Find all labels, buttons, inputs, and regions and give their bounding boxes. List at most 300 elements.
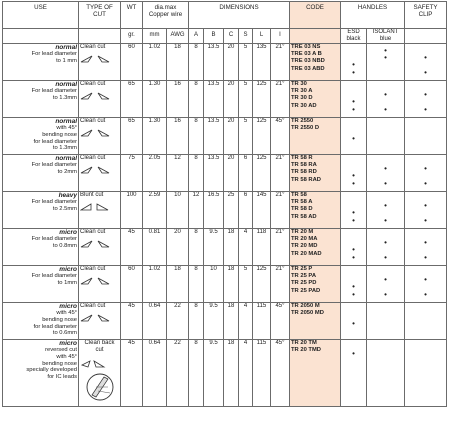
subheader-i: I (271, 29, 290, 44)
isolant-handle-dot: • (384, 104, 387, 114)
esd-handle-empty (342, 195, 365, 202)
awg-cell: 12 (167, 154, 189, 191)
cut-label: Clean cut (80, 80, 106, 87)
awg-cell: 18 (167, 43, 189, 80)
a-cell: 8 (189, 80, 204, 117)
type-of-cut-cell (79, 265, 121, 302)
use-description-line: to 1.3mm (52, 145, 77, 152)
cut-label: Clean back cut (84, 339, 115, 353)
isolant-handle-dot: • (384, 275, 387, 285)
header-wt: WT (121, 2, 143, 29)
header-code: CODE (290, 2, 341, 29)
esd-handle-dot: • (352, 349, 355, 359)
use-title: normal (55, 80, 77, 88)
table-row (3, 302, 447, 339)
safety-clip-cell (405, 339, 447, 406)
subheader-awg: AWG (167, 29, 189, 44)
awg-cell: 22 (167, 302, 189, 339)
code-cell (290, 228, 341, 265)
s-cell: 5 (239, 80, 253, 117)
wt-cell: 100 (121, 191, 143, 228)
b-cell: 9.5 (204, 339, 224, 406)
mm-cell: 1.30 (143, 80, 167, 117)
clean-cut-icon (80, 54, 110, 63)
table-row (3, 265, 447, 302)
safety-clip-empty (406, 320, 445, 327)
safety-clip-empty (406, 350, 445, 357)
isolant-handle-cell (367, 228, 405, 265)
subheader-mm: mm (143, 29, 167, 44)
safety-clip-dot: • (424, 90, 427, 100)
mm-cell: 1.02 (143, 265, 167, 302)
subheader-isolant: ISOLANT blue (367, 29, 405, 44)
esd-handle-cell (341, 339, 367, 406)
b-cell: 13.5 (204, 117, 224, 154)
use-description-line: to 1.3mm (52, 94, 77, 101)
b-cell: 13.5 (204, 80, 224, 117)
mm-cell: 0.81 (143, 228, 167, 265)
i-cell: 21° (271, 154, 290, 191)
table-row (3, 43, 447, 80)
isolant-handle-empty (368, 69, 403, 76)
a-cell: 8 (189, 117, 204, 154)
wt-cell: 45 (121, 339, 143, 406)
wt-cell: 65 (121, 80, 143, 117)
use-title: heavy (58, 191, 77, 199)
subheader-a: A (189, 29, 204, 44)
esd-handle-cell (341, 228, 367, 265)
table-row (3, 117, 447, 154)
wt-cell: 45 (121, 228, 143, 265)
safety-clip-cell (405, 117, 447, 154)
table-body (3, 43, 447, 406)
safety-clip-cell (405, 154, 447, 191)
type-of-cut-cell (79, 339, 121, 406)
mm-cell: 0.64 (143, 339, 167, 406)
safety-clip-cell (405, 228, 447, 265)
use-cell (3, 154, 79, 191)
use-title: micro (59, 339, 77, 347)
safety-clip-cell (405, 80, 447, 117)
product-code: TR 58 D (291, 206, 313, 213)
esd-handle-dot: • (352, 215, 355, 225)
isolant-handle-cell (367, 80, 405, 117)
header-handles: HANDLES (341, 2, 405, 29)
product-code: TR 58 RA (291, 162, 317, 169)
s-cell: 6 (239, 154, 253, 191)
esd-handle-dot: • (352, 245, 355, 255)
use-description-line: to 2mm (57, 168, 77, 175)
safety-clip-dot: • (424, 67, 427, 77)
product-code: TR 20 TM (291, 339, 317, 346)
product-code: TR 20 TMD (291, 347, 321, 354)
isolant-handle-empty (368, 121, 403, 128)
type-of-cut-cell (79, 228, 121, 265)
c-cell: 20 (224, 154, 239, 191)
mm-cell: 0.64 (143, 302, 167, 339)
use-cell (3, 265, 79, 302)
wt-cell: 75 (121, 154, 143, 191)
safety-clip-dot: • (424, 104, 427, 114)
product-code: TR 58 (291, 191, 307, 198)
clean-cut-icon (80, 239, 110, 248)
safety-clip-dot: • (424, 178, 427, 188)
product-code: TR 20 MA (291, 236, 318, 243)
i-cell: 21° (271, 191, 290, 228)
product-code: TRE 03 NS (291, 43, 321, 50)
awg-cell: 22 (167, 339, 189, 406)
esd-handle-empty (342, 269, 365, 276)
safety-clip-empty (406, 306, 445, 313)
isolant-handle-dot: • (384, 238, 387, 248)
esd-handle-dot: • (352, 178, 355, 188)
isolant-handle-cell (367, 154, 405, 191)
b-cell: 9.5 (204, 228, 224, 265)
safety-clip-empty (406, 121, 445, 128)
use-description-line: specially developed (26, 367, 77, 374)
isolant-handle-empty (368, 135, 403, 142)
safety-clip-dot: • (424, 252, 427, 262)
product-code: TR 58 RAD (291, 176, 321, 183)
esd-handle-dot: • (352, 319, 355, 329)
clean-cut-icon (80, 313, 110, 322)
header-row (3, 2, 447, 29)
safety-clip-empty (406, 135, 445, 142)
c-cell: 18 (224, 228, 239, 265)
c-cell: 18 (224, 339, 239, 406)
esd-handle-dot: • (352, 289, 355, 299)
isolant-handle-cell (367, 302, 405, 339)
esd-handle-dot: • (352, 171, 355, 181)
esd-handle-empty (342, 84, 365, 91)
awg-cell: 16 (167, 117, 189, 154)
cut-label: Clean cut (80, 302, 106, 309)
isolant-handle-cell (367, 191, 405, 228)
table-row (3, 80, 447, 117)
subheader-l: L (253, 29, 271, 44)
cut-label: Clean cut (80, 265, 106, 272)
use-description-line: For lead diameter (31, 199, 77, 206)
clean-cut-icon (80, 276, 110, 285)
type-of-cut-cell (79, 191, 121, 228)
use-cell (3, 43, 79, 80)
cut-label: Clean cut (80, 43, 106, 50)
cut-label: Blunt cut (80, 191, 104, 198)
product-code: TR 2550 D (291, 125, 320, 132)
i-cell: 21° (271, 228, 290, 265)
header-dimensions: DIMENSIONS (189, 2, 290, 29)
type-of-cut-cell (79, 43, 121, 80)
esd-handle-dot: • (352, 104, 355, 114)
safety-clip-empty (406, 343, 445, 350)
use-description-line: bending nose (42, 131, 77, 138)
header-diamax: dia.max Copper wire (143, 2, 189, 29)
product-code: TR 30 A (291, 88, 313, 95)
isolant-handle-empty (368, 343, 403, 350)
use-description-line: to 2.5mm (52, 205, 77, 212)
esd-handle-empty (342, 47, 365, 54)
wt-cell: 45 (121, 302, 143, 339)
use-description-line: to 1 mm (56, 57, 77, 64)
a-cell: 8 (189, 154, 204, 191)
use-description-line: For lead diameter (31, 51, 77, 58)
table-row (3, 228, 447, 265)
isolant-handle-cell (367, 43, 405, 80)
s-cell: 4 (239, 302, 253, 339)
safety-clip-dot: • (424, 289, 427, 299)
isolant-handle-empty (368, 61, 403, 68)
product-code: TR 58 A (291, 199, 313, 206)
use-description-line: with 45° (56, 310, 77, 317)
b-cell: 10 (204, 265, 224, 302)
table-row (3, 339, 447, 406)
code-cell (290, 339, 341, 406)
mm-cell: 1.02 (143, 43, 167, 80)
product-code: TR 30 AD (291, 102, 317, 109)
esd-handle-empty (342, 158, 365, 165)
esd-handle-cell (341, 302, 367, 339)
table-row (3, 191, 447, 228)
c-cell: 18 (224, 302, 239, 339)
product-code: TRE 03 NBD (291, 58, 325, 65)
use-description-line: For lead diameter (31, 236, 77, 243)
mm-cell: 2.05 (143, 154, 167, 191)
use-title: micro (59, 265, 77, 273)
a-cell: 12 (189, 191, 204, 228)
safety-clip-dot: • (424, 201, 427, 211)
isolant-handle-empty (368, 320, 403, 327)
l-cell: 135 (253, 43, 271, 80)
subheader-row (3, 29, 447, 44)
product-code: TR 20 M (291, 228, 314, 235)
code-cell (290, 265, 341, 302)
esd-handle-dot: • (352, 60, 355, 70)
safety-clip-dot: • (424, 275, 427, 285)
mm-cell: 2.59 (143, 191, 167, 228)
mm-cell: 1.30 (143, 117, 167, 154)
use-title: micro (59, 228, 77, 236)
i-cell: 21° (271, 80, 290, 117)
esd-handle-dot: • (352, 282, 355, 292)
esd-handle-cell (341, 80, 367, 117)
cut-label: Clean cut (80, 228, 106, 235)
esd-handle-empty (342, 232, 365, 239)
table-row (3, 154, 447, 191)
awg-cell: 18 (167, 265, 189, 302)
product-code: TR 30 D (291, 95, 313, 102)
subheader-code-empty (290, 29, 341, 44)
specification-table (2, 1, 447, 407)
isolant-handle-empty (368, 313, 403, 320)
use-description-line: to 0.8mm (52, 242, 77, 249)
c-cell: 25 (224, 191, 239, 228)
awg-cell: 10 (167, 191, 189, 228)
b-cell: 16.5 (204, 191, 224, 228)
product-code: TR 20 MD (291, 243, 318, 250)
use-description-line: For lead diameter (31, 273, 77, 280)
clean-cut-icon (80, 165, 110, 174)
i-cell: 21° (271, 265, 290, 302)
safety-clip-dot: • (424, 53, 427, 63)
b-cell: 13.5 (204, 43, 224, 80)
header-use: USE (3, 2, 79, 29)
s-cell: 5 (239, 265, 253, 302)
use-cell (3, 117, 79, 154)
c-cell: 20 (224, 43, 239, 80)
safety-clip-cell (405, 302, 447, 339)
b-cell: 9.5 (204, 302, 224, 339)
isolant-handle-cell (367, 117, 405, 154)
code-cell (290, 117, 341, 154)
subheader-b: B (204, 29, 224, 44)
product-code: TR 30 (291, 80, 307, 87)
i-cell: 45° (271, 117, 290, 154)
l-cell: 145 (253, 191, 271, 228)
isolant-handle-empty (368, 128, 403, 135)
use-cell (3, 191, 79, 228)
wt-cell: 60 (121, 43, 143, 80)
c-cell: 20 (224, 117, 239, 154)
safety-clip-cell (405, 43, 447, 80)
use-description-line: bending nose (42, 360, 77, 367)
use-description-line: for IC leads (47, 373, 77, 380)
esd-handle-cell (341, 154, 367, 191)
cut-label: Clean cut (80, 154, 106, 161)
isolant-handle-dot: • (384, 201, 387, 211)
esd-handle-empty (342, 121, 365, 128)
product-code: TR 25 PA (291, 273, 317, 280)
l-cell: 125 (253, 80, 271, 117)
a-cell: 8 (189, 339, 204, 406)
code-cell (290, 80, 341, 117)
c-cell: 20 (224, 80, 239, 117)
type-of-cut-cell (79, 302, 121, 339)
isolant-handle-cell (367, 339, 405, 406)
isolant-handle-empty (368, 306, 403, 313)
isolant-handle-empty (368, 350, 403, 357)
product-code: TR 20 MAD (291, 250, 322, 257)
subheader-wt: gr. (121, 29, 143, 44)
l-cell: 125 (253, 117, 271, 154)
use-description-line: with 45° (56, 125, 77, 132)
code-cell (290, 191, 341, 228)
s-cell: 4 (239, 228, 253, 265)
isolant-handle-dot: • (384, 289, 387, 299)
subheader-esd: ESD black (341, 29, 367, 44)
code-cell (290, 43, 341, 80)
a-cell: 8 (189, 265, 204, 302)
safety-clip-dot: • (424, 215, 427, 225)
isolant-handle-dot: • (384, 164, 387, 174)
isolant-handle-dot: • (384, 90, 387, 100)
i-cell: 21° (271, 43, 290, 80)
l-cell: 118 (253, 228, 271, 265)
use-cell (3, 339, 79, 406)
blunt-cut-icon (80, 202, 110, 211)
product-code: TR 58 AD (291, 213, 317, 220)
c-cell: 18 (224, 265, 239, 302)
use-description-line: to 1mm (57, 279, 77, 286)
subheader-cut-empty (79, 29, 121, 44)
use-cell (3, 302, 79, 339)
use-description-line: bending nose (42, 316, 77, 323)
use-description-line: to 0.6mm (52, 330, 77, 337)
safety-clip-cell (405, 265, 447, 302)
isolant-handle-dot: • (384, 178, 387, 188)
a-cell: 8 (189, 228, 204, 265)
s-cell: 5 (239, 117, 253, 154)
esd-handle-cell (341, 117, 367, 154)
header-type-of-cut: TYPE OF CUT (79, 2, 121, 29)
product-code: TR 25 P (291, 265, 313, 272)
use-description-line: reversed cut (45, 347, 77, 354)
product-code: TR 2050 M (291, 302, 320, 309)
subheader-use-empty (3, 29, 79, 44)
use-description-line: For lead diameter (31, 162, 77, 169)
safety-clip-dot: • (424, 164, 427, 174)
code-cell (290, 154, 341, 191)
subheader-clip-empty (405, 29, 447, 44)
type-of-cut-cell (79, 117, 121, 154)
safety-clip-dot: • (424, 238, 427, 248)
header-safety-clip: SAFETY CLIP (405, 2, 447, 29)
type-of-cut-cell (79, 154, 121, 191)
esd-handle-cell (341, 191, 367, 228)
esd-handle-cell (341, 265, 367, 302)
product-code: TR 58 R (291, 154, 313, 161)
use-cell (3, 228, 79, 265)
b-cell: 13.5 (204, 154, 224, 191)
esd-handle-empty (342, 306, 365, 313)
wt-cell: 65 (121, 117, 143, 154)
product-code: TR 2550 (291, 117, 314, 124)
isolant-handle-cell (367, 265, 405, 302)
product-code: TR 2050 MD (291, 310, 324, 317)
l-cell: 115 (253, 302, 271, 339)
isolant-handle-dot: • (384, 215, 387, 225)
back-cut-detail-icon (80, 357, 116, 401)
product-code: TR 58 RD (291, 169, 317, 176)
i-cell: 45° (271, 302, 290, 339)
a-cell: 8 (189, 43, 204, 80)
type-of-cut-cell (79, 80, 121, 117)
use-cell (3, 80, 79, 117)
s-cell: 4 (239, 339, 253, 406)
awg-cell: 20 (167, 228, 189, 265)
clean-cut-icon (80, 128, 110, 137)
l-cell: 125 (253, 154, 271, 191)
subheader-s: S (239, 29, 253, 44)
use-description-line: for lead diameter (33, 138, 77, 145)
l-cell: 125 (253, 265, 271, 302)
l-cell: 115 (253, 339, 271, 406)
isolant-handle-dot: • (384, 252, 387, 262)
product-code: TRE 03 ABD (291, 65, 325, 72)
use-description-line: for lead diameter (33, 323, 77, 330)
i-cell: 45° (271, 339, 290, 406)
use-title: normal (55, 43, 77, 51)
use-description-line: with 45° (56, 353, 77, 360)
safety-clip-cell (405, 191, 447, 228)
esd-handle-cell (341, 43, 367, 80)
safety-clip-empty (406, 128, 445, 135)
code-cell (290, 302, 341, 339)
use-title: micro (59, 302, 77, 310)
awg-cell: 16 (167, 80, 189, 117)
isolant-handle-dot: • (384, 53, 387, 63)
esd-handle-dot: • (352, 252, 355, 262)
esd-handle-dot: • (352, 134, 355, 144)
